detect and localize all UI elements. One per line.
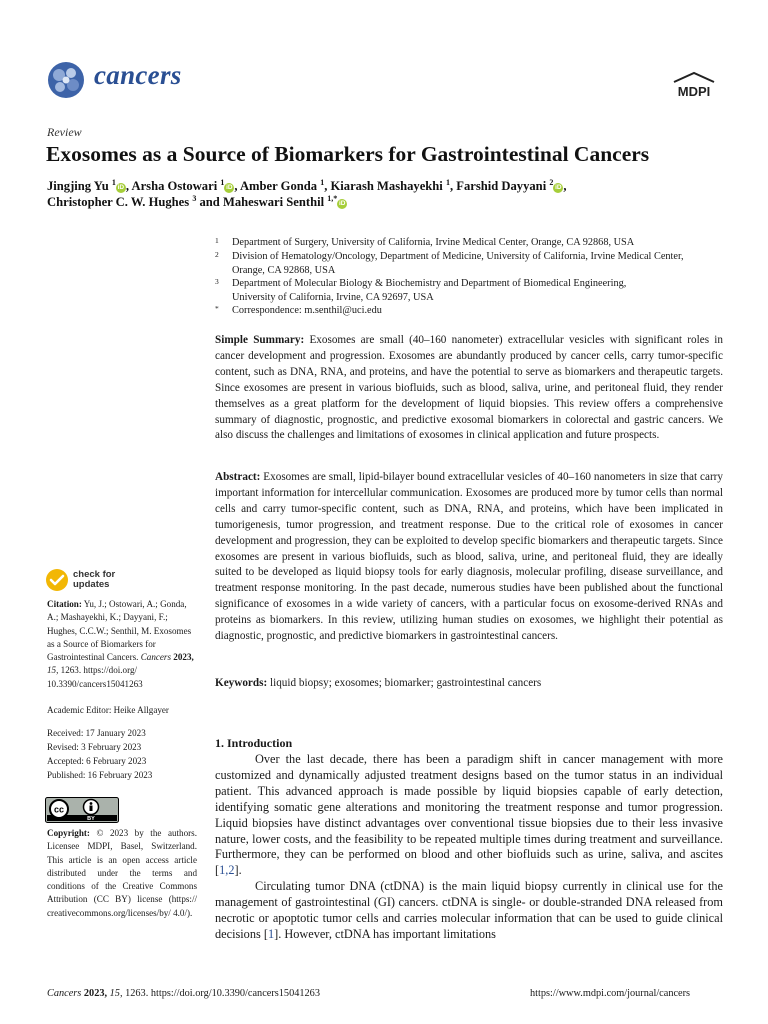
- author-conjunction: and: [199, 195, 220, 210]
- author-name: Arsha Ostowari: [131, 179, 218, 194]
- cc-by-license-badge[interactable]: [45, 797, 119, 823]
- citation-volume: 15,: [47, 665, 59, 676]
- author-affil-sup: 2: [549, 178, 554, 187]
- orcid-icon[interactable]: iD: [117, 184, 125, 192]
- paragraph-text: ]. However, ctDNA has important limitations: [274, 926, 496, 941]
- check-for-updates-button[interactable]: [45, 568, 175, 592]
- author-line-1: Jingjing Yu $^1$iD , Arsha Ostowari $^1$iD , Amber Gonda $^1$, Kiarash Mashayekhi $^1$, Farshid Dayyani $^2$iD ,: [47, 178, 567, 194]
- check-updates-icon: [45, 568, 69, 592]
- check-updates-line: updates: [73, 579, 110, 590]
- keywords: [215, 676, 723, 692]
- affiliation-text: University of California, Irvine, CA 92697, USA: [232, 291, 434, 303]
- author-affil-sup: 1,*: [327, 194, 338, 203]
- footer-doi[interactable]: 1263. https://doi.org/10.3390/cancers15041263: [125, 988, 320, 999]
- journal-logo-icon: [46, 60, 86, 100]
- simple-summary-text: Exosomes are small (40–160 nanometer) extracellular vesicles with significant roles in cancer development and progression. Exosomes are abundantly produced by cancer cells, carry tumor-specific content, such as DNA, RNA, and proteins, and have the potential to serve as biomarkers and therapeutic targets. Since exosomes are present in various biofluids, such as blood, saliva, urine, and peritoneal fluid, they render themselves as a great platform for the development of liquid biopsies. This review offers a comprehensive summary of diagnostic, prognostic, and predictive exosomal biomarkers in colorectal and gastric cancers. We also discuss the challenges and limitations of exosomes in clinical application and future prospects.: [215, 334, 724, 442]
- affiliation-text: Division of Hematology/Oncology, Department of Medicine, University of California, Irvine Medical Center,: [232, 251, 684, 262]
- author-line-2: [47, 194, 347, 210]
- keywords-text: liquid biopsy; exosomes; biomarker; gastrointestinal cancers: [270, 677, 542, 689]
- simple-summary-label: Simple Summary:: [215, 334, 305, 346]
- published-date: Published: 16 February 2023: [47, 770, 153, 780]
- citation-block: [47, 598, 197, 691]
- intro-paragraph-2: [215, 879, 723, 943]
- check-updates-label: [73, 570, 115, 590]
- affiliation-number: 3: [215, 277, 219, 286]
- author-affil-sup: 1: [445, 178, 450, 187]
- author-name: Maheswari Senthil: [222, 195, 325, 210]
- academic-editor: Academic Editor: Heike Allgayer: [47, 705, 169, 715]
- accepted-date: Accepted: 6 February 2023: [47, 756, 147, 766]
- correspondence: [215, 304, 725, 318]
- copyright-block: [47, 827, 197, 920]
- affiliation-number: *: [215, 304, 219, 313]
- author-name: Amber Gonda: [239, 179, 318, 194]
- author-affil-sup: 3: [192, 194, 197, 203]
- article-type: Review: [47, 125, 82, 139]
- author-name: Christopher C. W. Hughes: [47, 195, 190, 210]
- affiliation-text: Orange, CA 92868, USA: [232, 264, 336, 276]
- footer-citation: [47, 988, 320, 999]
- publisher-name: MDPI: [677, 84, 711, 99]
- svg-text:cc: cc: [53, 804, 65, 815]
- citation-link[interactable]: 1: [267, 926, 275, 941]
- affiliation-3: [215, 277, 725, 304]
- check-updates-line: check for: [73, 569, 116, 580]
- orcid-icon[interactable]: iD: [338, 200, 346, 208]
- citation-link[interactable]: 1,2: [219, 863, 235, 878]
- revised-date: Revised: 3 February 2023: [47, 742, 142, 752]
- citation-text: Yu, J.; Ostowari, A.; Gonda, A.; Mashayekhi, K.; Dayyani, F.; Hughes, C.C.W.; Senthil, M. Exosomes as a Source of Biomarkers for Gastrointestinal Cancers.: [47, 599, 192, 663]
- abstract-label: Abstract:: [215, 471, 261, 483]
- affiliation-number: 2: [215, 250, 219, 259]
- affiliation-text: Department of Molecular Biology & Biochemistry and Department of Biomedical Engineering,: [232, 278, 627, 289]
- received-date: Received: 17 January 2023: [47, 728, 146, 738]
- author-name: Jingjing Yu: [47, 179, 109, 194]
- affiliation-1: [215, 236, 725, 250]
- intro-paragraph-1: [215, 752, 723, 879]
- paragraph-text: Circulating tumor DNA (ctDNA) is the main liquid biopsy currently in clinical use for the management of gastrointestinal (GI) cancers. ctDNA is single- or double-stranded DNA released from necrotic or apoptotic tumor cells and carries molecular information that can be used to guide clinical decisions [: [215, 879, 723, 941]
- footer-journal: Cancers: [47, 988, 82, 999]
- paragraph-text: Over the last decade, there has been a paradigm shift in cancer management with more customized and dynamically adjusted treatment designs based on the tumor status in an individual patient. This advanced approach is made possible by liquid biopsies capable of early detection, identifying somatic gene alterations and monitoring the treatment response and tumor progression. Liquid biopsies have distinct advantages over conventional tissue biopsies due to their less invasive nature, lower costs, and the feasibility to be repeated multiple times during treatment and surveillance. Furthermore, they can be performed on blood and other biofluids such as urine, saliva, and ascites [: [215, 752, 723, 878]
- footer-journal-url[interactable]: https://www.mdpi.com/journal/cancers: [530, 988, 691, 999]
- abstract: [215, 470, 723, 645]
- affiliation-number: 1: [215, 236, 219, 245]
- copyright-text: © 2023 by the authors. Licensee MDPI, Basel, Switzerland. This article is an open access article distributed under the terms and conditions of the Creative Commons Attribution (CC BY) license (https:// creativecommons.org/licenses/by/ 4.0/).: [47, 828, 197, 918]
- citation-journal: Cancers: [140, 652, 172, 663]
- publisher-logo: [668, 70, 720, 100]
- affiliation-2: [215, 250, 725, 277]
- journal-name: cancers: [94, 60, 182, 90]
- author-affil-sup: 1: [320, 178, 325, 187]
- simple-summary: [215, 333, 723, 444]
- orcid-icon[interactable]: iD: [226, 184, 233, 192]
- citation-label: Citation:: [47, 599, 82, 609]
- citation-year: 2023,: [173, 652, 194, 663]
- footer-year: 2023,: [83, 988, 108, 999]
- citation-doi[interactable]: 1263. https://doi.org/ 10.3390/cancers15041263: [47, 665, 143, 689]
- section-heading: 1. Introduction: [215, 736, 293, 750]
- cc-by-label: BY: [87, 816, 95, 823]
- abstract-text: Exosomes are small, lipid-bilayer bound extracellular vesicles of 40–160 nanometers in size that carry important information for intercellular communication. Exosomes are produced more by tumor cells than normal cells and carry tumor-specific content, such as DNA, RNA, and proteins, which have been implicated in tumorigenesis, tumor progression, and treatment response. Due to the critical role of exosomes in cancer development and progression, they can be exploited to develop specific biomarkers and therapeutic targets. Since exosomes are present in various biofluids, such as blood, saliva, urine, and peritoneal fluid, they are ideally suited to be developed as liquid biopsy tools for early diagnosis, molecular profiling, disease surveillance, and treatment response monitoring. In the past decade, numerous studies have been published about the functional significance of exosomes in a wide variety of cancers, with a particular focus on exosome-derived RNAs and proteins as biomarkers. In this review, utilizing human studies on exosomes, we highlight their potential as diagnostic, prognostic, and predictive biomarkers in gastrointestinal cancers.: [215, 471, 723, 643]
- footer-volume: 15,: [109, 988, 123, 999]
- correspondence-text: Correspondence: m.senthil@uci.edu: [232, 305, 382, 316]
- author-affil-sup: 1: [111, 178, 116, 187]
- article-title: Exosomes as a Source of Biomarkers for Gastrointestinal Cancers: [46, 142, 650, 166]
- orcid-icon[interactable]: iD: [555, 184, 562, 192]
- author-name: Kiarash Mashayekhi: [330, 179, 443, 194]
- author-name: Farshid Dayyani: [456, 179, 547, 194]
- copyright-label: Copyright:: [47, 828, 90, 838]
- affiliation-text: Department of Surgery, University of California, Irvine Medical Center, Orange, CA 92868, USA: [232, 237, 635, 248]
- keywords-label: Keywords:: [215, 677, 268, 689]
- paragraph-text: ].: [234, 863, 242, 878]
- author-affil-sup: 1: [220, 178, 225, 187]
